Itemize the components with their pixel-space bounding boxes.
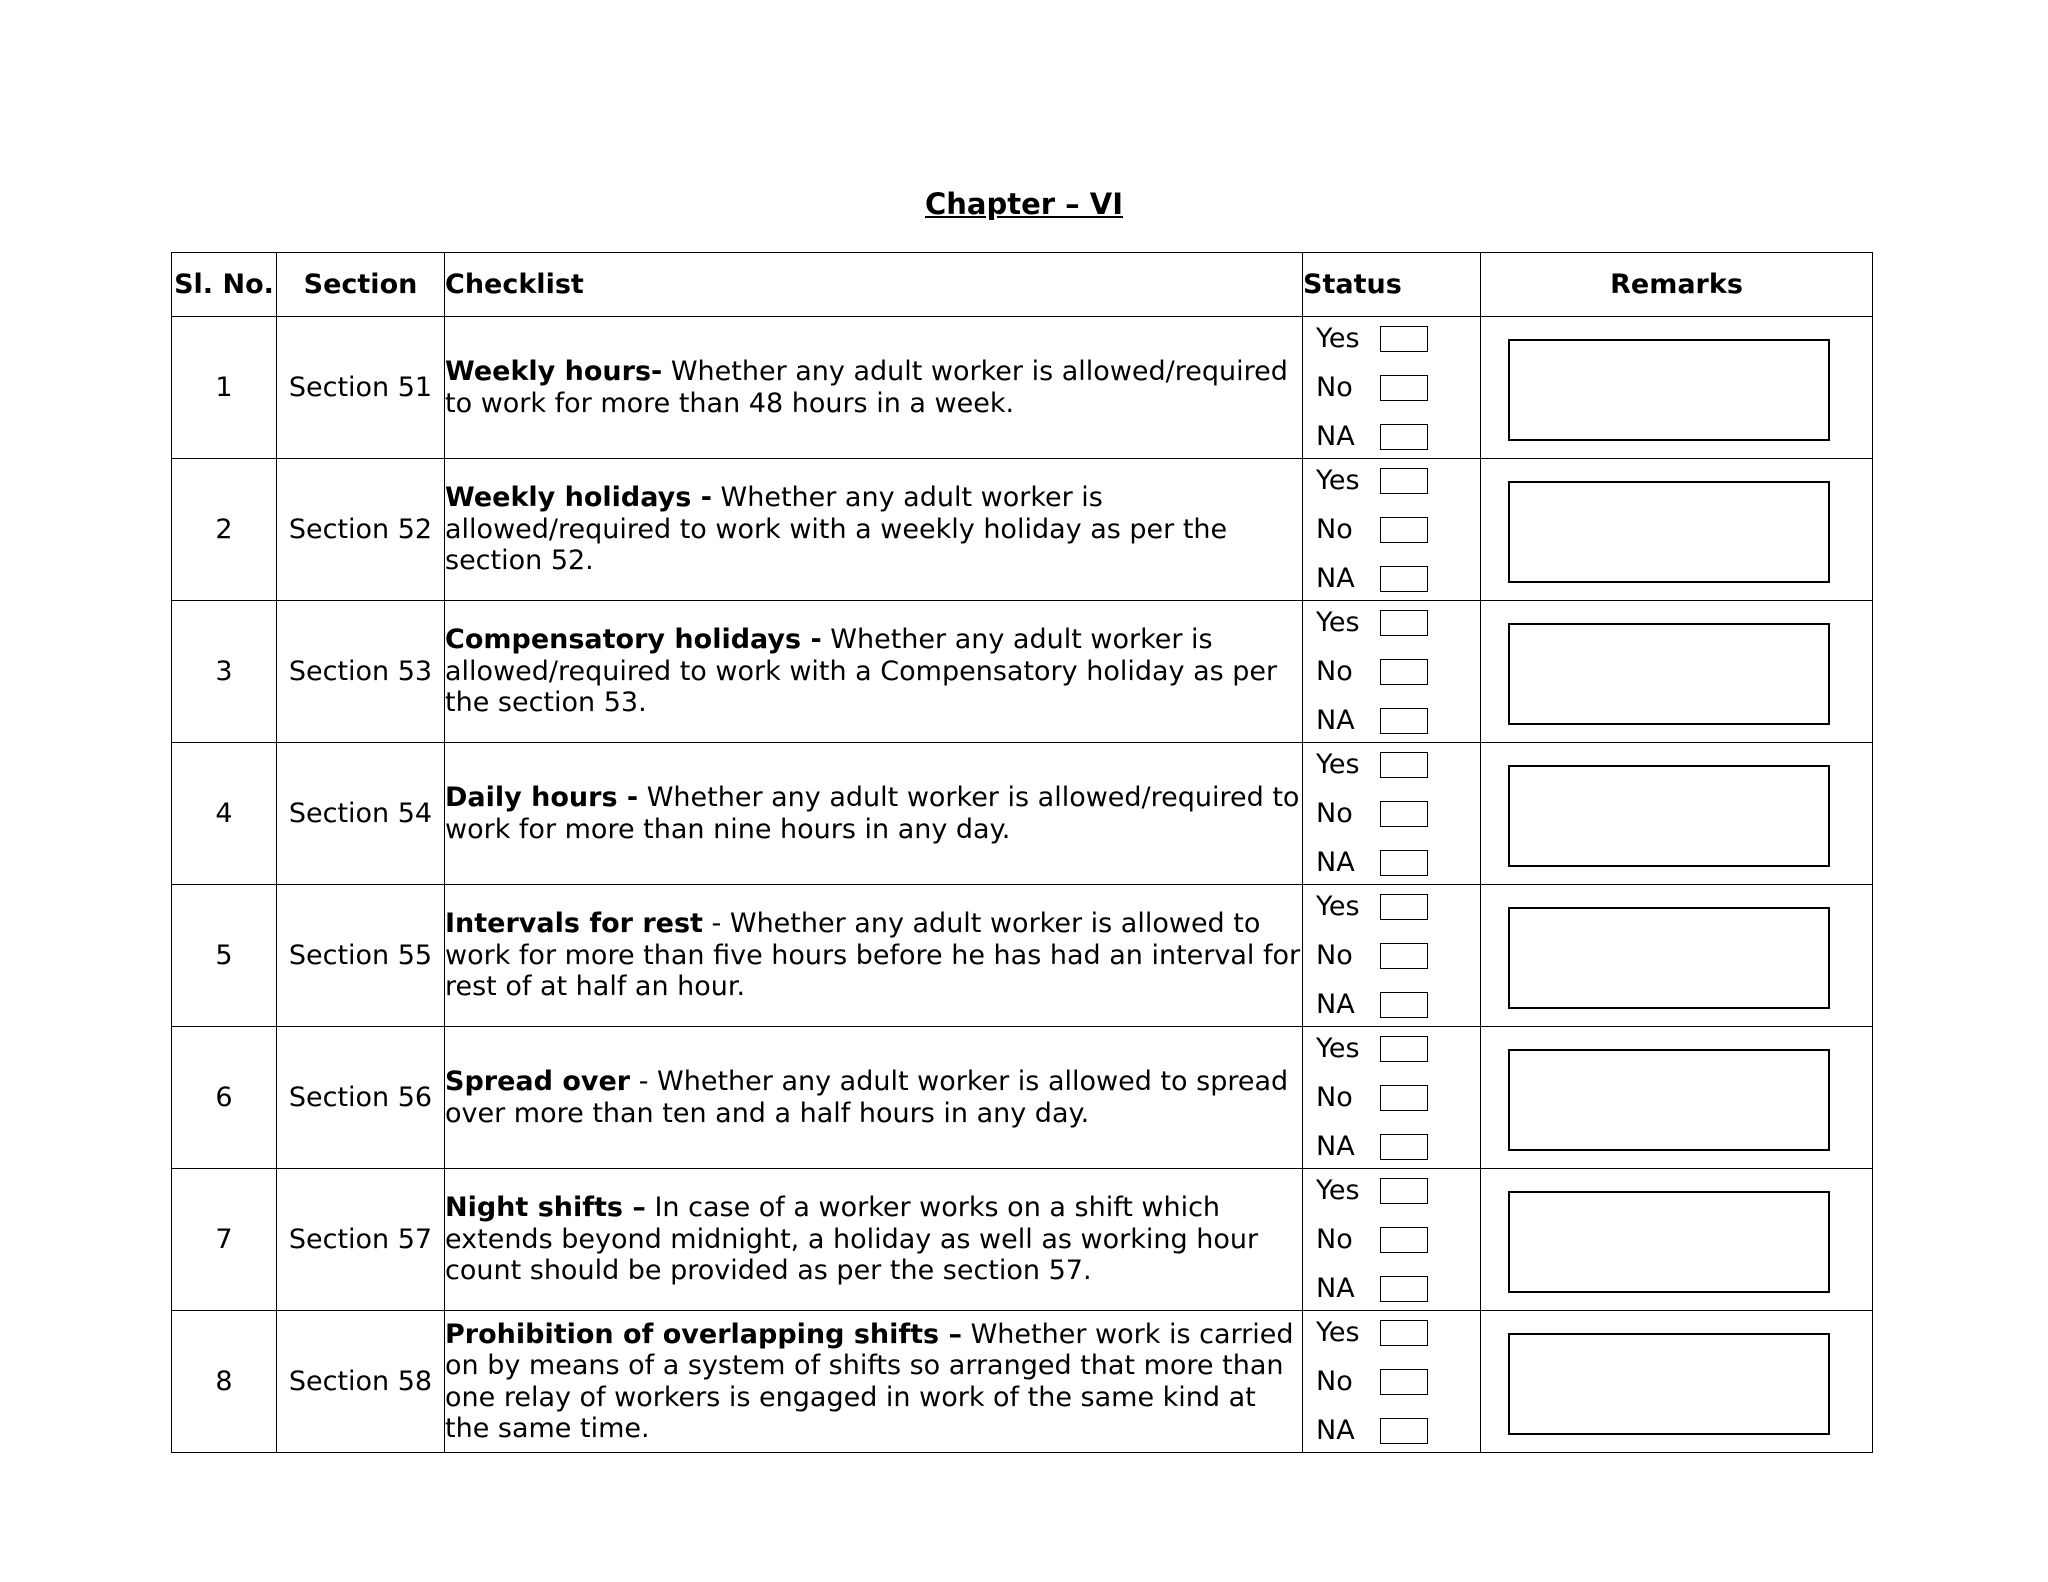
status-yes-checkbox[interactable] — [1380, 752, 1428, 778]
remarks-input-box[interactable] — [1508, 623, 1830, 725]
row-status — [1303, 601, 1481, 743]
status-option-label: NA — [1316, 1131, 1355, 1162]
row-status — [1303, 1169, 1481, 1311]
status-option-label: No — [1316, 1082, 1353, 1113]
status-option-na — [1316, 563, 1480, 594]
row-checklist-item — [445, 1311, 1303, 1453]
status-no-checkbox[interactable] — [1380, 1085, 1428, 1111]
chapter-title: Chapter – VI — [924, 187, 1123, 221]
status-option-yes — [1316, 465, 1480, 496]
status-option-label: NA — [1316, 1415, 1355, 1446]
checklist-item-heading: Prohibition of overlapping shifts – — [445, 1318, 963, 1350]
row-checklist-item — [445, 1027, 1303, 1169]
row-sl-no: 3 — [172, 601, 277, 743]
status-option-no — [1316, 656, 1480, 687]
status-option-na — [1316, 989, 1480, 1020]
status-option-label: Yes — [1316, 1317, 1360, 1348]
row-section: Section 52 — [277, 459, 445, 601]
status-option-na — [1316, 847, 1480, 878]
checklist-item-heading: Spread over — [445, 1066, 631, 1097]
status-na-checkbox[interactable] — [1380, 1418, 1428, 1444]
status-option-yes — [1316, 607, 1480, 638]
status-option-label: Yes — [1316, 891, 1360, 922]
checklist-item-heading: Night shifts – — [445, 1192, 646, 1224]
row-section: Section 56 — [277, 1027, 445, 1169]
checklist-item-heading: Intervals for rest — [445, 908, 703, 940]
row-sl-no: 2 — [172, 459, 277, 601]
status-no-checkbox[interactable] — [1380, 1369, 1428, 1395]
status-na-checkbox[interactable] — [1380, 566, 1428, 592]
checklist-item-text: Whether work is carried on by means of a system of shifts so arranged that more than one relay of workers is engaged in work of the same kind at the same time. — [445, 1318, 1294, 1444]
row-sl-no: 6 — [172, 1027, 277, 1169]
status-option-na — [1316, 421, 1480, 452]
row-section: Section 54 — [277, 743, 445, 885]
header-sl-no: Sl. No. — [172, 253, 277, 317]
row-remarks — [1481, 1311, 1873, 1453]
row-remarks — [1481, 885, 1873, 1027]
row-sl-no: 5 — [172, 885, 277, 1027]
table-row — [172, 1027, 1873, 1169]
status-option-na — [1316, 1273, 1480, 1304]
status-option-no — [1316, 940, 1480, 971]
remarks-input-box[interactable] — [1508, 1049, 1830, 1151]
status-yes-checkbox[interactable] — [1380, 610, 1428, 636]
status-no-checkbox[interactable] — [1380, 1227, 1428, 1253]
status-yes-checkbox[interactable] — [1380, 326, 1428, 352]
status-option-label: Yes — [1316, 607, 1360, 638]
status-option-no — [1316, 514, 1480, 545]
row-checklist-item — [445, 459, 1303, 601]
status-option-label: Yes — [1316, 465, 1360, 496]
row-checklist-item — [445, 317, 1303, 459]
status-yes-checkbox[interactable] — [1380, 1320, 1428, 1346]
checklist-item-heading: Compensatory holidays - — [445, 624, 822, 656]
status-option-label: NA — [1316, 1273, 1355, 1304]
row-remarks — [1481, 317, 1873, 459]
row-section: Section 51 — [277, 317, 445, 459]
table-row — [172, 459, 1873, 601]
remarks-input-box[interactable] — [1508, 1333, 1830, 1435]
header-section: Section — [277, 253, 445, 317]
status-option-label: Yes — [1316, 1033, 1360, 1064]
status-option-label: Yes — [1316, 1175, 1360, 1206]
row-checklist-item — [445, 885, 1303, 1027]
row-remarks — [1481, 1169, 1873, 1311]
row-status — [1303, 1311, 1481, 1453]
row-section: Section 57 — [277, 1169, 445, 1311]
remarks-input-box[interactable] — [1508, 1191, 1830, 1293]
header-row — [172, 253, 1873, 317]
status-option-label: NA — [1316, 421, 1355, 452]
remarks-input-box[interactable] — [1508, 339, 1830, 441]
status-option-label: NA — [1316, 705, 1355, 736]
status-option-label: No — [1316, 656, 1353, 687]
status-option-no — [1316, 1366, 1480, 1397]
row-sl-no: 8 — [172, 1311, 277, 1453]
checklist-item-text: Whether any adult worker is allowed/required to work for more than nine hours in any day. — [445, 782, 1300, 845]
status-option-label: Yes — [1316, 323, 1360, 354]
header-status: Status — [1303, 253, 1481, 317]
row-remarks — [1481, 601, 1873, 743]
status-no-checkbox[interactable] — [1380, 659, 1428, 685]
status-na-checkbox[interactable] — [1380, 992, 1428, 1018]
table-row — [172, 317, 1873, 459]
checklist-item-text: Whether any adult worker is allowed/required to work with a weekly holiday as per the section 52. — [445, 482, 1228, 577]
table-row — [172, 1311, 1873, 1453]
status-option-yes — [1316, 1317, 1480, 1348]
status-option-no — [1316, 1082, 1480, 1113]
remarks-input-box[interactable] — [1508, 481, 1830, 583]
checklist-item-text: Whether any adult worker is allowed/required to work for more than 48 hours in a week. — [445, 356, 1288, 419]
row-status — [1303, 885, 1481, 1027]
header-checklist: Checklist — [445, 253, 1303, 317]
status-option-no — [1316, 798, 1480, 829]
status-no-checkbox[interactable] — [1380, 517, 1428, 543]
status-option-label: No — [1316, 798, 1353, 829]
row-sl-no: 1 — [172, 317, 277, 459]
status-yes-checkbox[interactable] — [1380, 1036, 1428, 1062]
row-status — [1303, 317, 1481, 459]
status-option-label: No — [1316, 514, 1353, 545]
checklist-table — [171, 252, 1873, 1453]
status-option-label: NA — [1316, 563, 1355, 594]
row-section: Section 53 — [277, 601, 445, 743]
remarks-input-box[interactable] — [1508, 765, 1830, 867]
status-option-no — [1316, 1224, 1480, 1255]
status-option-label: No — [1316, 1366, 1353, 1397]
status-na-checkbox[interactable] — [1380, 1276, 1428, 1302]
row-checklist-item — [445, 1169, 1303, 1311]
table-row — [172, 885, 1873, 1027]
table-row — [172, 601, 1873, 743]
checklist-item-text: Whether any adult worker is allowed/required to work with a Compensatory holiday as per the section 53. — [445, 624, 1278, 719]
status-option-label: No — [1316, 940, 1353, 971]
status-option-na — [1316, 1131, 1480, 1162]
status-option-label: No — [1316, 1224, 1353, 1255]
row-remarks — [1481, 743, 1873, 885]
status-no-checkbox[interactable] — [1380, 943, 1428, 969]
row-section: Section 55 — [277, 885, 445, 1027]
status-option-yes — [1316, 891, 1480, 922]
row-section: Section 58 — [277, 1311, 445, 1453]
status-yes-checkbox[interactable] — [1380, 1178, 1428, 1204]
table-row — [172, 743, 1873, 885]
status-na-checkbox[interactable] — [1380, 1134, 1428, 1160]
status-na-checkbox[interactable] — [1380, 850, 1428, 876]
status-option-label: Yes — [1316, 749, 1360, 780]
status-na-checkbox[interactable] — [1380, 708, 1428, 734]
checklist-item-heading: Daily hours - — [445, 782, 639, 813]
checklist-item-heading: Weekly hours- — [445, 356, 663, 387]
row-sl-no: 4 — [172, 743, 277, 885]
status-no-checkbox[interactable] — [1380, 375, 1428, 401]
status-option-na — [1316, 1415, 1480, 1446]
checklist-item-heading: Weekly holidays - — [445, 482, 712, 514]
status-option-label: NA — [1316, 989, 1355, 1020]
status-option-no — [1316, 372, 1480, 403]
status-yes-checkbox[interactable] — [1380, 894, 1428, 920]
status-na-checkbox[interactable] — [1380, 424, 1428, 450]
row-checklist-item — [445, 743, 1303, 885]
row-status — [1303, 459, 1481, 601]
status-option-yes — [1316, 1175, 1480, 1206]
status-option-na — [1316, 705, 1480, 736]
status-yes-checkbox[interactable] — [1380, 468, 1428, 494]
remarks-input-box[interactable] — [1508, 907, 1830, 1009]
row-remarks — [1481, 459, 1873, 601]
table-row — [172, 1169, 1873, 1311]
row-remarks — [1481, 1027, 1873, 1169]
row-checklist-item — [445, 601, 1303, 743]
status-option-yes — [1316, 1033, 1480, 1064]
status-option-label: No — [1316, 372, 1353, 403]
checklist-item-text: In case of a worker works on a shift which extends beyond midnight, a holiday as well as working hour count should be provided as per the section 57. — [445, 1192, 1259, 1287]
row-sl-no: 7 — [172, 1169, 277, 1311]
status-no-checkbox[interactable] — [1380, 801, 1428, 827]
status-option-label: NA — [1316, 847, 1355, 878]
row-status — [1303, 1027, 1481, 1169]
status-option-yes — [1316, 323, 1480, 354]
header-remarks: Remarks — [1481, 253, 1873, 317]
row-status — [1303, 743, 1481, 885]
checklist-item-text: - Whether any adult worker is allowed to spread over more than ten and a half hours in any day. — [445, 1066, 1289, 1129]
checklist-item-text: - Whether any adult worker is allowed to work for more than five hours before he has had an interval for rest of at half an hour. — [445, 908, 1301, 1003]
status-option-yes — [1316, 749, 1480, 780]
